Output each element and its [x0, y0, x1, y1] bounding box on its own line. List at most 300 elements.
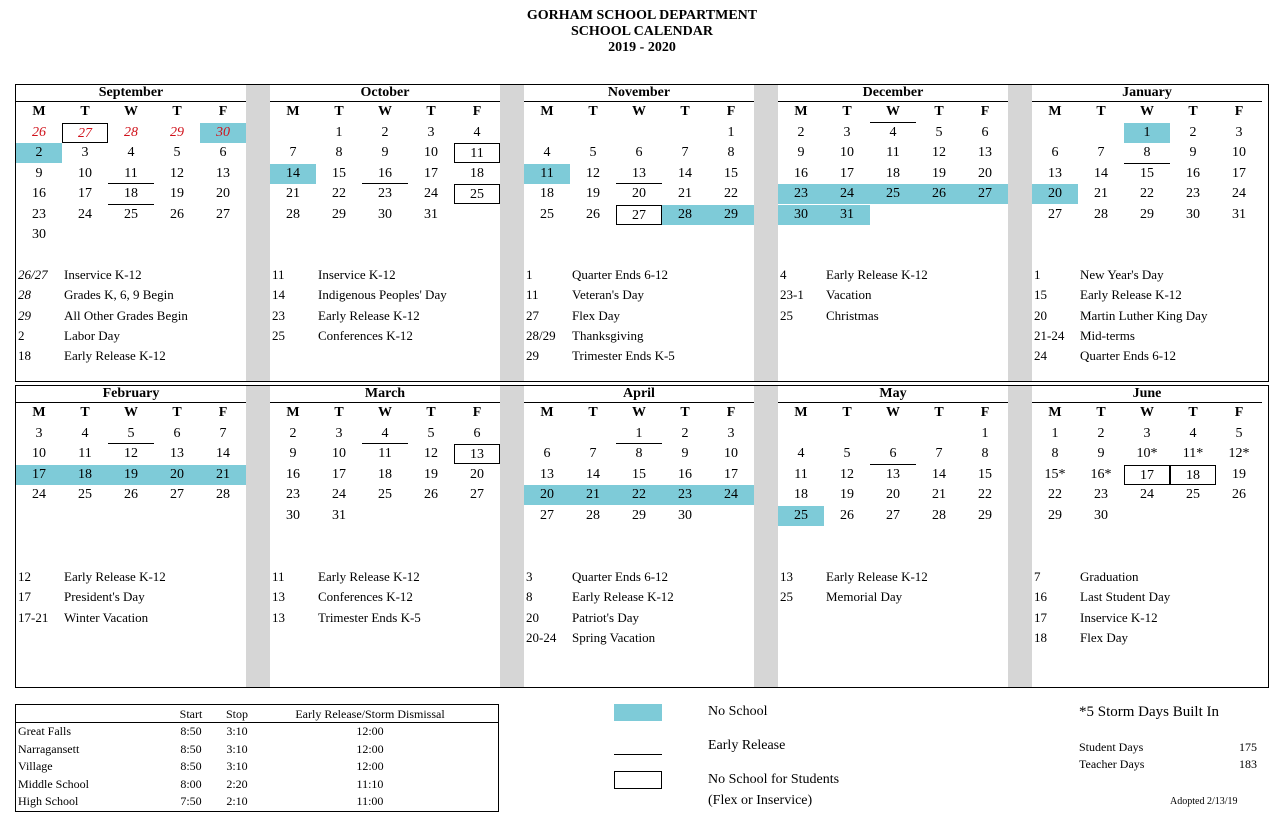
- calendar-day: 17: [424, 165, 438, 181]
- calendar-day: 15: [632, 466, 646, 482]
- calendar-day: 30: [32, 227, 46, 242]
- calendar-day: 10: [78, 165, 92, 181]
- event-description: Inservice K-12: [318, 267, 396, 282]
- calendar-day: 21: [1094, 186, 1108, 202]
- event-description: Early Release K-12: [318, 569, 420, 584]
- weekday-header: F: [726, 405, 736, 420]
- calendar-day: 25: [378, 487, 392, 503]
- event-description: Flex Day: [572, 307, 621, 323]
- event-date: 14: [272, 287, 285, 303]
- month-name: September: [16, 85, 246, 102]
- calendar-day: 22: [616, 485, 662, 505]
- calendar-day: 16: [678, 466, 692, 482]
- event-description: Flex Day: [1080, 629, 1129, 645]
- calendar-day: 26: [840, 507, 854, 523]
- calendar-day: 13: [540, 466, 554, 482]
- calendar-day: 14: [270, 164, 316, 184]
- event-description: Early Release K-12: [64, 348, 166, 364]
- calendar-day: 6: [173, 426, 181, 441]
- weekday-header: F: [980, 405, 990, 420]
- weekday-header: W: [886, 104, 900, 119]
- calendar-day: 17: [16, 465, 62, 485]
- calendar-day: 9: [681, 446, 689, 462]
- month-december: [778, 85, 1008, 381]
- month-june: [1032, 386, 1262, 687]
- event-date: 18: [18, 348, 31, 364]
- event-date: 11: [526, 287, 539, 303]
- calendar-day: 26: [170, 206, 184, 222]
- weekday-header: T: [934, 104, 944, 119]
- calendar-day: 25: [870, 184, 916, 204]
- calendar-day: 8: [1051, 446, 1059, 462]
- month-divider: [500, 85, 524, 381]
- calendar-day: 10: [724, 446, 738, 462]
- event-date: 16: [1034, 589, 1047, 605]
- calendar-day: 26: [124, 487, 138, 503]
- calendar-day: 20: [886, 487, 900, 503]
- weekday-header: F: [1234, 405, 1244, 420]
- calendar-day: 25: [1186, 487, 1200, 503]
- event-date: 15: [1034, 287, 1047, 303]
- calendar-day: 20: [616, 184, 662, 204]
- event-description: Grades K, 6, 9 Begin: [64, 287, 174, 303]
- calendar-day: 2: [381, 125, 389, 140]
- event-date: 25: [272, 327, 285, 343]
- calendar-day: 20: [978, 165, 992, 181]
- event-description: Quarter Ends 6-12: [572, 267, 669, 282]
- student-days-value: 175: [1239, 740, 1257, 754]
- calendar-day: 15*: [1044, 466, 1066, 482]
- event-description: Spring Vacation: [572, 629, 656, 645]
- calendar-day: 4: [1189, 426, 1197, 441]
- calendar-day: 25: [108, 205, 154, 225]
- calendar-day: 12: [170, 165, 184, 181]
- calendar-day: 19: [424, 466, 438, 482]
- calendar-day: 27: [540, 507, 554, 523]
- calendar-day: 28: [932, 507, 946, 523]
- calendar-day: 17: [840, 165, 854, 181]
- weekday-header: W: [632, 104, 646, 119]
- calendar-day: 27: [470, 487, 484, 503]
- calendar-day: 16: [794, 165, 808, 181]
- event-date: 1: [1034, 267, 1041, 282]
- calendar-day: 8: [335, 145, 343, 161]
- calendar-day: 12: [586, 165, 600, 181]
- calendar-day: 4: [381, 426, 389, 441]
- calendar-day: 11*: [1182, 446, 1204, 462]
- month-divider: [246, 386, 270, 687]
- calendar-day: 27: [616, 205, 662, 225]
- calendar-day: 12: [840, 466, 854, 482]
- calendar-day: 28: [216, 487, 230, 503]
- calendar-day: 11: [524, 164, 570, 184]
- event-date: 12: [18, 569, 31, 584]
- calendar-day: 18: [108, 184, 154, 204]
- calendar-day: 16: [32, 186, 46, 202]
- schedule-time: 8:50: [180, 759, 202, 774]
- weekday-header: M: [1048, 104, 1062, 119]
- calendar-day: 6: [473, 426, 481, 441]
- calendar-day: 6: [889, 446, 897, 462]
- weekday-header: W: [1140, 104, 1154, 119]
- calendar-day: 23: [662, 485, 708, 505]
- weekday-header: T: [334, 405, 344, 420]
- event-date: 3: [526, 569, 533, 584]
- calendar-day: 21: [678, 186, 692, 202]
- weekday-header: W: [886, 405, 900, 420]
- event-date: 23-1: [780, 287, 804, 303]
- calendar-day: 27: [170, 487, 184, 503]
- calendar-day: 22: [724, 186, 738, 202]
- calendar-day: 30: [678, 507, 692, 523]
- calendar-day: 29: [632, 507, 646, 523]
- calendar-row-fall: [15, 84, 1269, 382]
- calendar-day: 23: [286, 487, 300, 503]
- calendar-day: 17: [1232, 165, 1246, 181]
- calendar-day: 10*: [1136, 446, 1158, 462]
- calendar-day: 24: [32, 487, 46, 503]
- weekday-header: W: [124, 405, 138, 420]
- calendar-day: 31: [424, 206, 438, 222]
- calendar-day: 2: [1097, 426, 1105, 441]
- weekday-header: F: [980, 104, 990, 119]
- calendar-day: 28: [586, 507, 600, 523]
- month-divider: [754, 85, 778, 381]
- event-description: Vacation: [826, 287, 872, 303]
- calendar-day: 26: [32, 125, 46, 140]
- school-name: Great Falls: [18, 724, 71, 738]
- calendar-day: 24: [78, 206, 92, 222]
- event-description: Early Release K-12: [1080, 287, 1182, 303]
- calendar-day: 3: [81, 145, 89, 161]
- calendar-day: 26: [424, 487, 438, 503]
- calendar-day: 3: [35, 426, 43, 441]
- month-name: March: [270, 386, 500, 403]
- schedule-column-header: Start: [179, 707, 203, 721]
- calendar-day: 6: [543, 446, 551, 462]
- calendar-day: 1: [981, 426, 989, 441]
- calendar-day: 17: [332, 466, 346, 482]
- event-date: 13: [272, 589, 285, 605]
- calendar-day: 2: [289, 426, 297, 441]
- calendar-day: 6: [219, 145, 227, 161]
- event-date: 13: [780, 569, 793, 584]
- event-date: 25: [780, 589, 793, 605]
- legend-no-students: No School for Students: [708, 772, 840, 787]
- calendar-day: 10: [840, 145, 854, 161]
- calendar-day: 24: [708, 485, 754, 505]
- calendar-day: 10: [1232, 145, 1246, 161]
- teacher-days-label: Teacher Days: [1079, 757, 1145, 771]
- calendar-day: 9: [381, 145, 389, 161]
- event-description: Inservice K-12: [64, 267, 142, 282]
- calendar-day: 7: [219, 426, 227, 441]
- calendar-day: 21: [570, 485, 616, 505]
- event-description: Early Release K-12: [318, 307, 420, 323]
- calendar-day: 15: [724, 165, 738, 181]
- calendar-day: 29: [708, 205, 754, 225]
- calendar-day: 27: [62, 123, 108, 143]
- event-date: 13: [272, 609, 285, 625]
- event-date: 21-24: [1034, 327, 1065, 343]
- weekday-header: M: [32, 104, 46, 119]
- calendar-day: 10: [424, 145, 438, 161]
- event-description: Early Release K-12: [572, 589, 674, 605]
- calendar-day: 27: [216, 206, 230, 222]
- school-name: High School: [18, 794, 79, 809]
- calendar-day: 6: [1051, 145, 1059, 161]
- event-date: 1: [526, 267, 533, 282]
- weekday-header: T: [426, 104, 436, 119]
- weekday-header: M: [794, 405, 808, 420]
- calendar-day: 5: [127, 426, 135, 441]
- calendar-day: 12: [424, 446, 438, 462]
- calendar-day: 1: [1051, 426, 1059, 441]
- month-divider: [500, 386, 524, 687]
- calendar-day: 27: [962, 184, 1008, 204]
- calendar-day: 13: [454, 444, 500, 464]
- weekday-header: W: [124, 104, 138, 119]
- calendar-day: 31: [824, 205, 870, 225]
- month-divider: [1008, 85, 1032, 381]
- calendar-day: 28: [662, 205, 708, 225]
- calendar-day: 5: [935, 125, 943, 140]
- weekday-header: M: [1048, 405, 1062, 420]
- weekday-header: T: [80, 405, 90, 420]
- event-date: 8: [526, 589, 533, 605]
- calendar-day: 9: [35, 165, 43, 181]
- calendar-day: 7: [935, 446, 943, 462]
- calendar-day: 1: [635, 426, 643, 441]
- calendar-day: 13: [216, 165, 230, 181]
- calendar-name: SCHOOL CALENDAR: [571, 24, 713, 39]
- weekday-header: F: [218, 405, 228, 420]
- event-description: Early Release K-12: [826, 267, 928, 282]
- weekday-header: F: [218, 104, 228, 119]
- event-description: All Other Grades Begin: [64, 307, 188, 323]
- calendar-day: 11: [886, 145, 900, 161]
- event-description: New Year's Day: [1080, 267, 1164, 282]
- calendar-day: 13: [978, 145, 992, 161]
- legend-early-release: Early Release: [708, 738, 786, 753]
- calendar-day: 9: [289, 446, 297, 462]
- calendar-day: 16: [1186, 165, 1200, 181]
- event-date: 2: [18, 327, 25, 343]
- event-description: Mid-terms: [1080, 327, 1135, 343]
- month-october: [270, 85, 500, 381]
- calendar-day: 20: [154, 465, 200, 485]
- weekday-header: F: [472, 104, 482, 119]
- calendar-day: 4: [127, 145, 135, 161]
- calendar-day: 7: [681, 145, 689, 161]
- event-description: Trimester Ends K-5: [318, 609, 421, 625]
- calendar-day: 14: [586, 466, 600, 482]
- month-november: [524, 85, 754, 381]
- calendar-day: 15: [1124, 164, 1170, 184]
- calendar-day: 20: [1032, 184, 1078, 204]
- calendar-day: 30: [378, 206, 392, 222]
- calendar-day: 21: [932, 487, 946, 503]
- calendar-day: 18: [886, 165, 900, 181]
- legend-flex-inservice: (Flex or Inservice): [708, 793, 813, 808]
- calendar-day: 22: [1048, 487, 1062, 503]
- month-may: [778, 386, 1008, 687]
- calendar-day: 21: [200, 465, 246, 485]
- calendar-day: 3: [1143, 426, 1151, 441]
- schedule-time: 3:10: [226, 759, 248, 774]
- weekday-header: T: [1096, 405, 1106, 420]
- event-description: Quarter Ends 6-12: [572, 569, 669, 584]
- event-date: 11: [272, 569, 285, 584]
- storm-days-note: *5 Storm Days Built In: [1079, 704, 1220, 720]
- calendar-day: 5: [843, 446, 851, 462]
- event-description: Early Release K-12: [826, 569, 928, 584]
- weekday-header: W: [378, 405, 392, 420]
- calendar-day: 26: [586, 206, 600, 222]
- calendar-day: 26: [916, 184, 962, 204]
- event-description: Patriot's Day: [572, 609, 639, 625]
- calendar-day: 19: [108, 465, 154, 485]
- calendar-day: 18: [540, 186, 554, 202]
- month-september: [16, 85, 246, 381]
- calendar-day: 12: [932, 145, 946, 161]
- calendar-day: 30: [1094, 507, 1108, 523]
- weekday-header: M: [540, 104, 554, 119]
- event-date: 20-24: [526, 629, 557, 645]
- weekday-header: M: [794, 104, 808, 119]
- calendar-day: 3: [727, 426, 735, 441]
- event-description: Memorial Day: [826, 589, 903, 605]
- event-description: Christmas: [826, 307, 879, 323]
- calendar-day: 29: [1048, 507, 1062, 523]
- calendar-day: 16: [378, 165, 392, 181]
- calendar-day: 22: [332, 186, 346, 202]
- calendar-day: 25: [540, 206, 554, 222]
- month-divider: [246, 85, 270, 381]
- no-school-swatch: [614, 704, 662, 721]
- calendar-day: 4: [870, 123, 916, 143]
- calendar-day: 29: [332, 206, 346, 222]
- calendar-day: 9: [797, 145, 805, 161]
- month-name: October: [270, 85, 500, 102]
- event-date: 20: [526, 609, 539, 625]
- weekday-header: T: [426, 405, 436, 420]
- event-description: Veteran's Day: [572, 287, 645, 303]
- calendar-day: 1: [335, 125, 343, 140]
- month-name: February: [16, 386, 246, 403]
- calendar-day: 24: [1232, 186, 1246, 202]
- calendar-day: 10: [332, 446, 346, 462]
- calendar-day: 23: [1186, 186, 1200, 202]
- calendar-day: 17: [1124, 465, 1170, 485]
- event-description: Last Student Day: [1080, 589, 1171, 605]
- calendar-day: 24: [824, 184, 870, 204]
- calendar-day: 29: [170, 125, 184, 140]
- calendar-day: 30: [200, 123, 246, 143]
- schedule-time: 12:00: [356, 724, 384, 738]
- calendar-day: 23: [362, 184, 408, 204]
- event-description: President's Day: [64, 589, 145, 605]
- event-date: 17-21: [18, 609, 49, 625]
- calendar-day: 5: [1235, 426, 1243, 441]
- event-description: Labor Day: [64, 327, 120, 343]
- calendar-day: 11: [78, 446, 92, 462]
- calendar-day: 30: [286, 507, 300, 523]
- event-description: Early Release K-12: [64, 569, 166, 584]
- event-description: Graduation: [1080, 569, 1139, 584]
- calendar-day: 15: [332, 165, 346, 181]
- calendar-day: 23: [778, 184, 824, 204]
- calendar-day: 27: [886, 507, 900, 523]
- calendar-day: 28: [286, 206, 300, 222]
- calendar-day: 28: [1094, 206, 1108, 222]
- schedule-time: 2:10: [226, 794, 248, 809]
- month-name: June: [1032, 386, 1262, 403]
- calendar-day: 12*: [1228, 446, 1250, 462]
- calendar-day: 4: [543, 145, 551, 161]
- schedule-time: 7:50: [180, 794, 202, 809]
- calendar-day: 8: [981, 446, 989, 462]
- legend-no-school: No School: [708, 704, 768, 719]
- calendar-day: 3: [335, 426, 343, 441]
- event-description: Inservice K-12: [1080, 609, 1158, 625]
- calendar-day: 13: [170, 446, 184, 462]
- calendar-day: 7: [1097, 145, 1105, 161]
- weekday-header: F: [726, 104, 736, 119]
- weekday-header: T: [680, 104, 690, 119]
- calendar-day: 4: [81, 426, 89, 441]
- weekday-header: T: [80, 104, 90, 119]
- month-name: November: [524, 85, 754, 102]
- district-name: GORHAM SCHOOL DEPARTMENT: [526, 8, 758, 23]
- calendar-day: 19: [840, 487, 854, 503]
- event-date: 20: [1034, 307, 1047, 323]
- calendar-day: 7: [589, 446, 597, 462]
- event-description: Winter Vacation: [64, 609, 149, 625]
- calendar-day: 9: [1097, 446, 1105, 462]
- schedule-time: 8:50: [180, 724, 202, 738]
- calendar-day: 27: [1048, 206, 1062, 222]
- calendar-day: 8: [727, 145, 735, 161]
- calendar-day: 29: [978, 507, 992, 523]
- weekday-header: F: [1234, 104, 1244, 119]
- calendar-day: 22: [978, 487, 992, 503]
- event-date: 7: [1034, 569, 1041, 584]
- calendar-day: 8: [616, 444, 662, 464]
- weekday-header: T: [588, 104, 598, 119]
- calendar-day: 18: [378, 466, 392, 482]
- event-date: 17: [18, 589, 31, 605]
- weekday-header: T: [842, 104, 852, 119]
- event-date: 29: [18, 307, 31, 323]
- weekday-header: T: [842, 405, 852, 420]
- calendar-day: 13: [1048, 165, 1062, 181]
- event-date: 26/27: [18, 267, 48, 282]
- event-date: 11: [272, 267, 285, 282]
- weekday-header: T: [934, 405, 944, 420]
- calendar-day: 4: [797, 446, 805, 462]
- calendar-day: 6: [981, 125, 989, 140]
- calendar-day: 21: [286, 186, 300, 202]
- calendar-day: 10: [32, 446, 46, 462]
- weekday-header: M: [32, 405, 46, 420]
- schedule-time: 8:50: [180, 741, 202, 756]
- calendar-day: 24: [424, 186, 438, 202]
- schedule-time: 3:10: [226, 741, 248, 756]
- event-description: Indigenous Peoples' Day: [318, 287, 447, 303]
- weekday-header: T: [1096, 104, 1106, 119]
- month-divider: [1008, 386, 1032, 687]
